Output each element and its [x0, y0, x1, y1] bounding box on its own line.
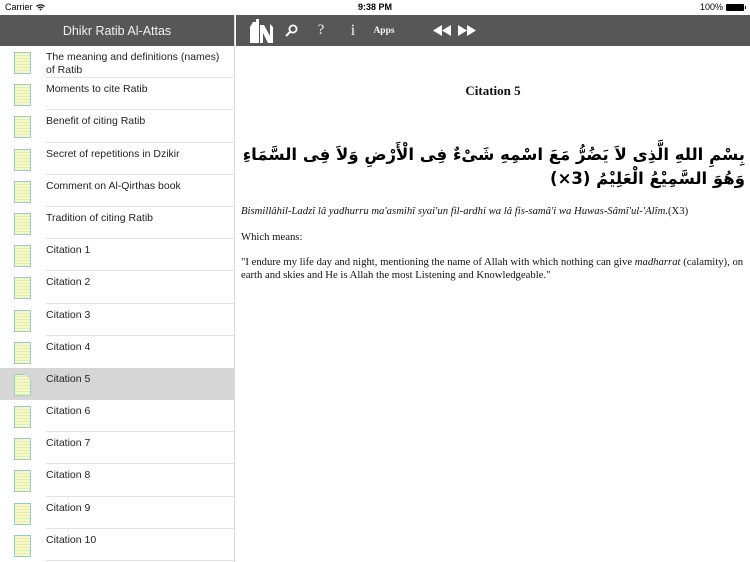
document-icon: [14, 406, 31, 428]
sidebar-item-label: Citation 8: [46, 469, 91, 482]
sidebar-item-citation-8[interactable]: [0, 464, 234, 496]
document-icon: [14, 84, 31, 106]
row-divider: [46, 560, 234, 561]
document-icon: [14, 213, 31, 235]
document-icon: [14, 181, 31, 203]
transliteration: [241, 205, 745, 217]
sidebar-item-citation-4[interactable]: [0, 336, 234, 368]
transliteration-text: Bismillâhil-Ladzî lâ yadhurru ma'asmihî syai'un fil-ardhi wa lâ fis-samâ'i wa Huwas-Sâmî'ul-'Alîm.: [241, 205, 668, 217]
sidebar-item-citation-7[interactable]: [0, 432, 234, 464]
sidebar-item-label: Citation 1: [46, 244, 91, 257]
sidebar-item-citation-6[interactable]: [0, 400, 234, 432]
battery-percent: 100%: [699, 2, 723, 12]
sidebar-item-label: Benefit of citing Ratib: [46, 115, 146, 128]
sidebar-item-label: Citation 10: [46, 533, 97, 546]
app-logo-icon: [248, 19, 274, 43]
info-button[interactable]: i: [350, 21, 356, 39]
sidebar-item-label: Moments to cite Ratib: [46, 83, 148, 96]
table-of-contents: [0, 46, 234, 561]
sidebar-item-label: Secret of repetitions in Dzikir: [46, 147, 180, 160]
sidebar-item-label: Citation 5: [46, 372, 91, 385]
fast-forward-icon: [458, 25, 476, 36]
sidebar-item-secret-of-repetitions-in-dzikir[interactable]: [0, 143, 234, 175]
status-bar: [0, 0, 750, 15]
document-icon: [14, 438, 31, 460]
document-icon: [14, 245, 31, 267]
document-icon: [14, 277, 31, 299]
battery-indicator: [700, 2, 744, 12]
clock: 9:38 PM: [357, 2, 392, 12]
arabic-text: بِسْمِ اللهِ الَّذِى لاَ يَضُرُّ مَعَ اسْمِهِ شَىْءٌ فِى الْأَرْضِ وَلاَ فِى السَّمَاءِ وَهُوَ السَّمِيْعُ الْعَلِيْمُ (3×): [242, 145, 745, 188]
sidebar: [0, 15, 235, 562]
translation-text-1: "I endure my life day and night, mentioning the name of Allah with which nothing can give: [241, 256, 635, 268]
sidebar-item-citation-9[interactable]: [0, 497, 234, 529]
repeat-count: (X3): [667, 205, 689, 217]
previous-button[interactable]: [432, 15, 452, 46]
document-icon: [14, 503, 31, 525]
toolbar: [236, 15, 750, 46]
document-icon: [14, 52, 31, 74]
document-icon: [14, 535, 31, 557]
sidebar-item-citation-5[interactable]: [0, 368, 234, 400]
carrier-label: Carrier: [5, 2, 33, 12]
document-icon: [14, 310, 31, 332]
sidebar-item-label: Citation 9: [46, 501, 91, 514]
sidebar-item-benefit-of-citing-ratib[interactable]: [0, 110, 234, 142]
battery-icon: [726, 4, 744, 11]
document-icon: [14, 342, 31, 364]
home-button[interactable]: [248, 15, 274, 46]
which-means-label: Which means:: [241, 231, 303, 243]
document-icon: [14, 470, 31, 492]
apps-button[interactable]: Apps: [373, 25, 395, 36]
sidebar-item-citation-2[interactable]: [0, 271, 234, 303]
translation: [241, 256, 745, 282]
sidebar-item-label: Tradition of citing Ratib: [46, 211, 153, 224]
sidebar-item-moments-to-cite-ratib[interactable]: [0, 78, 234, 110]
sidebar-item-label: Citation 4: [46, 340, 91, 353]
translation-term: madharrat: [634, 256, 681, 268]
search-icon: [285, 24, 298, 37]
help-button[interactable]: ?: [317, 22, 325, 38]
next-button[interactable]: [457, 15, 477, 46]
sidebar-item-label: Comment on Al-Qirthas book: [46, 179, 181, 192]
sidebar-item-label: Citation 3: [46, 308, 91, 321]
page-title: Citation 5: [465, 83, 521, 98]
sidebar-item-label: Citation 6: [46, 405, 91, 418]
sidebar-item-tradition-of-citing-ratib[interactable]: [0, 207, 234, 239]
document-open-icon: [14, 374, 31, 396]
content-pane: [236, 46, 750, 562]
sidebar-item-citation-3[interactable]: [0, 304, 234, 336]
document-icon: [14, 116, 31, 138]
rewind-icon: [433, 25, 451, 36]
sidebar-item-citation-1[interactable]: [0, 239, 234, 271]
translation-text-2: (calamity), on earth and skies and He is Allah the most Listening and Knowledgeable.": [241, 256, 744, 281]
sidebar-item-label: Citation 7: [46, 437, 91, 450]
document-icon: [14, 149, 31, 171]
sidebar-title: Dhikr Ratib Al-Attas: [0, 15, 234, 46]
sidebar-item-comment-on-al-qirthas-book[interactable]: [0, 175, 234, 207]
sidebar-item-citation-10[interactable]: [0, 529, 234, 561]
sidebar-item-label: The meaning and definitions (names) of Ratib: [46, 51, 220, 76]
sidebar-item-the-meaning-and-definitions-names-of-ratib[interactable]: [0, 46, 234, 78]
sidebar-item-label: Citation 2: [46, 276, 91, 289]
search-button[interactable]: [282, 15, 300, 46]
